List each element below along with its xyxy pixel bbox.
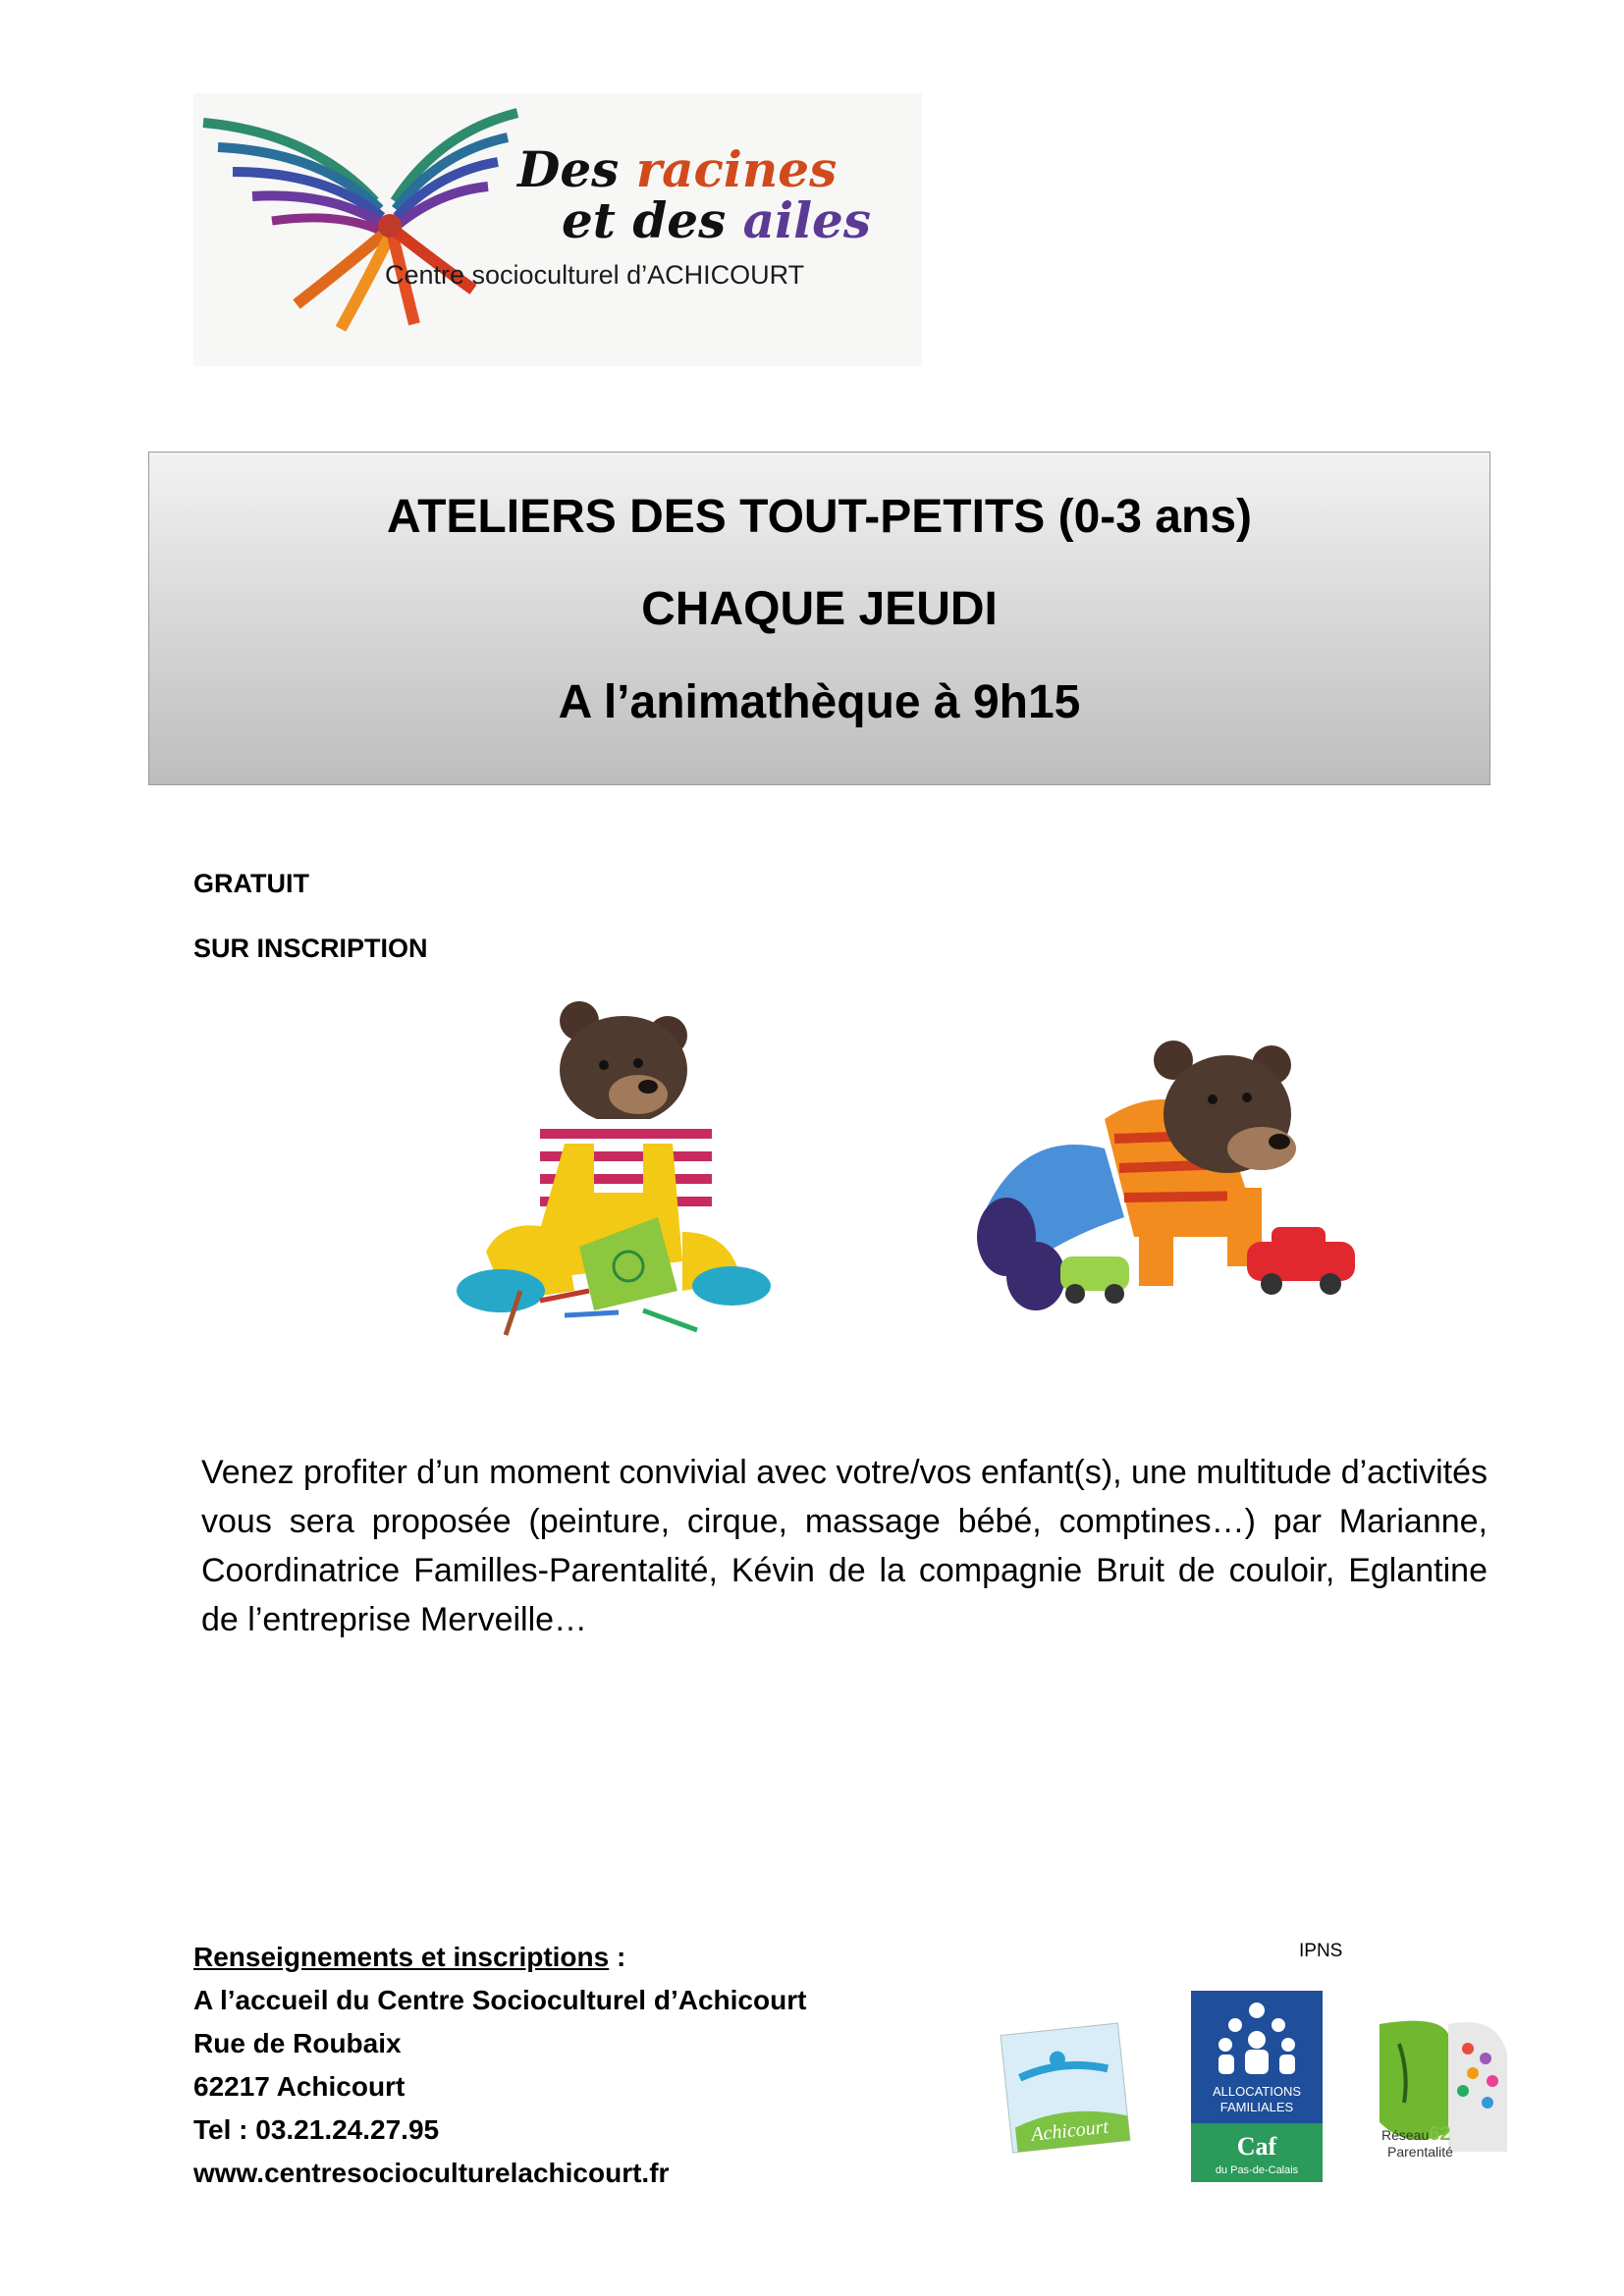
contact-heading: Renseignements et inscriptions (193, 1942, 610, 1972)
caf-region: du Pas-de-Calais (1215, 2164, 1299, 2176)
reseau-text-b: Parentalité (1387, 2144, 1453, 2160)
contact-line-2: Rue de Roubaix (193, 2028, 402, 2058)
description-paragraph: Venez profiter d’un moment convivial avec votre/vos enfant(s), une multitude d’activités vous sera proposée (peinture, cirque, massage bébé, comptines…) par Marianne, Coordinatrice Familles-Parentalité, Kévin de la compagnie Bruit de couloir, Eglantine de l’entreprise Merveille… (201, 1454, 1488, 1638)
reseau62-logo (1370, 2014, 1512, 2162)
contact-heading-suffix: : (609, 1942, 626, 1972)
ipns-label: IPNS (1299, 1941, 1343, 1961)
title-box (148, 452, 1490, 785)
caf-name: Caf (1236, 2132, 1277, 2161)
bear-drawing-illustration (447, 996, 776, 1350)
reseau-text-a: Réseau (1381, 2127, 1430, 2143)
contact-block (193, 1936, 806, 2195)
price-label: GRATUIT (193, 869, 309, 898)
reseau-number: 62 (1429, 2123, 1451, 2145)
contact-line-3: 62217 Achicourt (193, 2071, 406, 2102)
header-logo (193, 93, 922, 366)
brand-line-1: Des racines (517, 140, 838, 198)
title-line-1: ATELIERS DES TOUT-PETITS (0-3 ans) (386, 491, 1252, 543)
achicourt-logo-text: Achicourt (1030, 2115, 1110, 2146)
contact-line-1: A l’accueil du Centre Socioculturel d’Achicourt (193, 1985, 807, 2015)
bear-crawling-illustration (967, 1041, 1375, 1320)
caf-line-2: FAMILIALES (1219, 2100, 1294, 2114)
brand-line-2: et des ailes (562, 191, 872, 249)
contact-line-4: Tel : 03.21.24.27.95 (193, 2114, 440, 2145)
achicourt-logo (992, 2014, 1139, 2162)
registration-label: SUR INSCRIPTION (193, 934, 428, 963)
contact-website: www.centresocioculturelachicourt.fr (193, 2158, 670, 2188)
caf-logo (1191, 1991, 1323, 2182)
contact-heading-row (193, 1936, 806, 1979)
title-line-3: A l’animathèque à 9h15 (558, 676, 1081, 728)
svg-text:Réseau62 (1381, 2123, 1451, 2145)
caf-line-1: ALLOCATIONS (1212, 2084, 1302, 2099)
title-line-2: CHAQUE JEUDI (641, 583, 998, 635)
logo-subtitle: Centre socioculturel d’ACHICOURT (385, 260, 805, 290)
